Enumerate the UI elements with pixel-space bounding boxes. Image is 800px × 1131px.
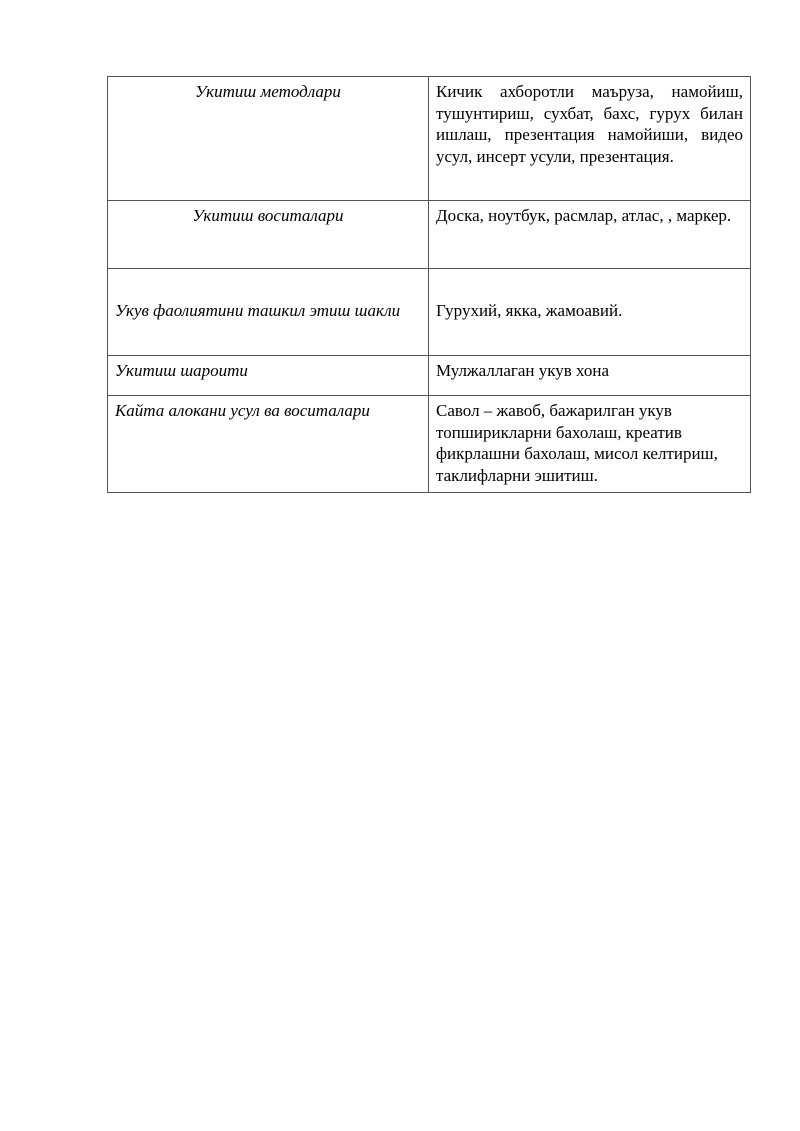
feedback-methods-value: Савол – жавоб, бажарилган укув топширикларни бахолаш, креатив фикрлашни бахолаш, мисол келтириш, таклифларни эшитиш. bbox=[429, 396, 751, 493]
table-row bbox=[108, 77, 751, 201]
teaching-methods-label: Укитиш методлари bbox=[108, 77, 429, 201]
teaching-tools-label: Укитиш воситалари bbox=[108, 201, 429, 269]
teaching-methods-value: Кичик ахборотли маъруза, намойиш, тушунтириш, сухбат, бахс, гурух билан ишлаш, презентация намойиши, видео усул, инсерт усули, презентация. bbox=[429, 77, 751, 201]
activity-form-label: Укув фаолиятини ташкил этиш шакли bbox=[108, 269, 429, 356]
table-row bbox=[108, 269, 751, 356]
teaching-conditions-value: Мулжаллаган укув хона bbox=[429, 356, 751, 396]
table-row bbox=[108, 396, 751, 493]
table-row bbox=[108, 201, 751, 269]
teaching-tools-value: Доска, ноутбук, расмлар, атлас, , маркер. bbox=[429, 201, 751, 269]
table-row bbox=[108, 356, 751, 396]
feedback-methods-label: Кайта алокани усул ва воситалари bbox=[108, 396, 429, 493]
activity-form-value: Гурухий, якка, жамоавий. bbox=[429, 269, 751, 356]
lesson-info-table bbox=[107, 76, 751, 493]
teaching-conditions-label: Укитиш шароити bbox=[108, 356, 429, 396]
